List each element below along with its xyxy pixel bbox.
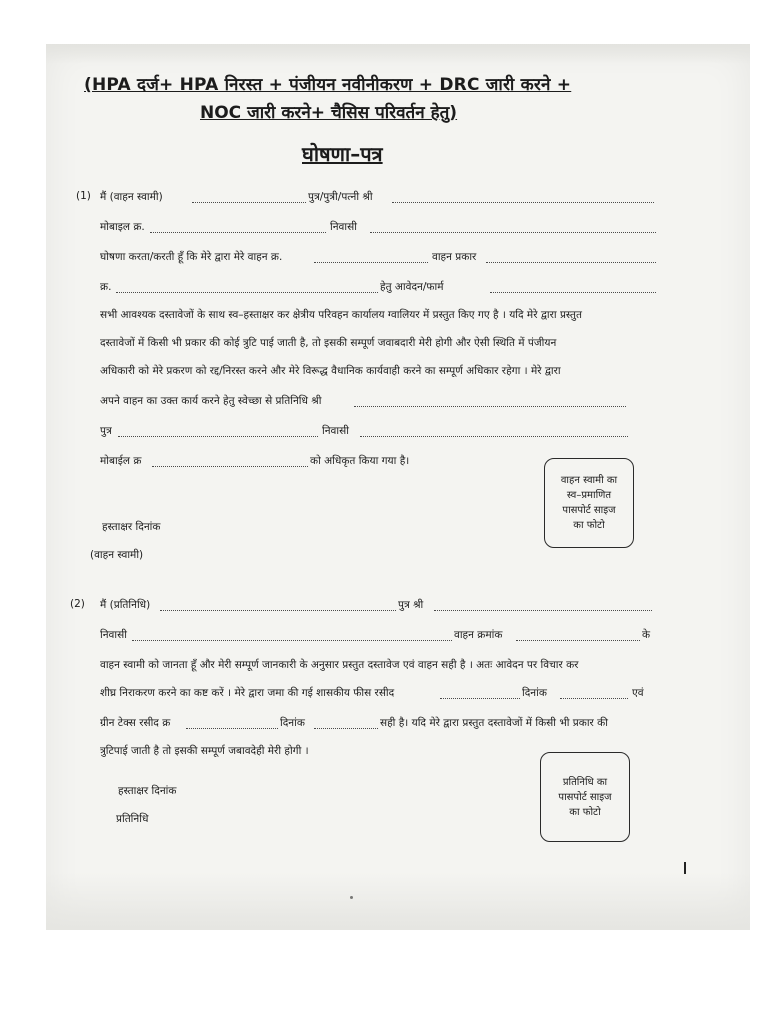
resident-label: निवासी	[330, 221, 357, 233]
authorized-label: को अधिकृत किया गया है।	[310, 455, 410, 467]
fee-date-label: दिनांक	[522, 687, 547, 699]
owner-sign-label: (वाहन स्वामी)	[90, 549, 144, 561]
representative-father-field[interactable]	[118, 426, 318, 437]
owner-name-field[interactable]	[192, 192, 306, 203]
section1-para-line4: अपने वाहन का उक्त कार्य करने हेतु स्वेच्छा से प्रतिनिधि श्री	[100, 395, 322, 407]
section1-number: (1)	[76, 190, 91, 202]
rep-signature-date-label: हस्ताक्षर दिनांक	[118, 785, 177, 797]
owner-mobile-field[interactable]	[150, 222, 326, 233]
rep-photo-box	[540, 752, 630, 842]
resident2-label: निवासी	[322, 425, 349, 437]
rep-label: मैं (प्रतिनिधि)	[100, 599, 151, 611]
relation-label: पुत्र/पुत्री/पत्नी श्री	[308, 191, 373, 203]
vehicle-type-label: वाहन प्रकार	[432, 251, 477, 263]
representative-name-field[interactable]	[354, 396, 626, 407]
owner-label: मैं (वाहन स्वामी)	[100, 191, 163, 203]
scan-speck	[684, 862, 686, 874]
fee-receipt-field[interactable]	[440, 688, 520, 699]
green-tax-date-label: दिनांक	[280, 717, 305, 729]
form-title: घोषणा–पत्र	[302, 142, 383, 166]
section1-para-line3: अधिकारी को मेरे प्रकरण को रद्द/निरस्त करने और मेरे विरूद्ध वैधानिक कार्यवाही करने का सम्पूर्ण अधिकार रहेगा । मेरे द्वारा	[100, 365, 561, 377]
vehicle-number-field[interactable]	[314, 252, 428, 263]
declare-label: घोषणा करता/करती हूँ कि मेरे द्वारा मेरे वाहन क्र.	[100, 251, 283, 263]
owner-photo-text-3: पासपोर्ट साइज	[562, 505, 616, 516]
section2-para-line2: शीघ्र निराकरण करने का कष्ट करें । मेरे द्वारा जमा की गई शासकीय फीस रसीद	[100, 687, 395, 699]
rep-son-label: पुत्र श्री	[398, 599, 424, 611]
rep-vehicle-number-field[interactable]	[516, 630, 640, 641]
owner-photo-box	[544, 458, 634, 548]
section1-para-line2: दस्तावेजों में किसी भी प्रकार की कोई त्रुटि पाई जाती है, तो इसकी सम्पूर्ण जवाबदारी मेरी होगी और ऐसी स्थिति में पंजीयन	[100, 337, 557, 349]
rep-photo-text-2: पासपोर्ट साइज	[558, 791, 612, 803]
kr-field[interactable]	[116, 282, 378, 293]
owner-photo-text-2: स्व–प्रमाणित	[566, 490, 612, 501]
rep-address-field[interactable]	[132, 630, 452, 641]
owner-photo-text-4: का फोटो	[573, 520, 605, 531]
vehicle-type-field[interactable]	[486, 252, 656, 263]
owner-address-field[interactable]	[370, 222, 656, 233]
and-label: एवं	[632, 687, 644, 699]
rep-resident-label: निवासी	[100, 629, 127, 641]
son-label: पुत्र	[100, 425, 112, 437]
rep-photo-text-3: का फोटो	[569, 806, 601, 818]
scan-speck	[350, 896, 353, 899]
rep-sign-label: प्रतिनिधि	[116, 813, 149, 825]
rep-photo-text-1: प्रतिनिधि का	[562, 776, 608, 788]
rep-name-field[interactable]	[160, 600, 396, 611]
kr-label: क्र.	[100, 281, 112, 293]
owner-signature-date-label: हस्ताक्षर दिनांक	[102, 521, 161, 533]
section2-para-line4: त्रुटिपाई जाती है तो इसकी सम्पूर्ण जबावदेही मेरी होगी ।	[100, 745, 309, 757]
section2-para-line3: सही है। यदि मेरे द्वारा प्रस्तुत दस्तावेजों में किसी भी प्रकार की	[380, 717, 608, 729]
section2-number: (2)	[70, 598, 85, 610]
mobile2-label: मोबाईल क्र	[100, 455, 142, 467]
rep-father-field[interactable]	[434, 600, 652, 611]
fee-date-field[interactable]	[560, 688, 628, 699]
scanned-form-page	[46, 44, 750, 930]
owner-relation-field[interactable]	[392, 192, 654, 203]
mobile-label: मोबाइल क्र.	[100, 221, 145, 233]
green-tax-date-field[interactable]	[314, 718, 378, 729]
form-heading-line2: NOC जारी करने+ चैसिस परिवर्तन हेतु)	[200, 103, 458, 123]
representative-mobile-field[interactable]	[152, 456, 308, 467]
section2-para-line1: वाहन स्वामी को जानता हूँ और मेरी सम्पूर्ण जानकारी के अनुसार प्रस्तुत दस्तावेज एवं वाहन सही है । अतः आवेदन पर विचार कर	[100, 659, 579, 671]
green-tax-receipt-field[interactable]	[186, 718, 278, 729]
application-label: हेतु आवेदन/फार्म	[380, 281, 444, 293]
application-field[interactable]	[490, 282, 656, 293]
ke-label: के	[642, 629, 651, 641]
section1-para-line1: सभी आवश्यक दस्तावेजों के साथ स्व–हस्ताक्षर कर क्षेत्रीय परिवहन कार्यालय ग्वालियर में प्रस्तुत किए गए है । यदि मेरे द्वारा प्रस्तुत	[100, 309, 582, 321]
representative-address-field[interactable]	[360, 426, 628, 437]
owner-photo-text-1: वाहन स्वामी का	[560, 475, 618, 486]
vehicle-no-label: वाहन क्रमांक	[454, 629, 503, 641]
green-tax-label: ग्रीन टेक्स रसीद क्र	[100, 717, 171, 729]
form-heading-line1: (HPA दर्ज+ HPA निरस्त + पंजीयन नवीनीकरण + DRC जारी करने +	[84, 75, 572, 95]
